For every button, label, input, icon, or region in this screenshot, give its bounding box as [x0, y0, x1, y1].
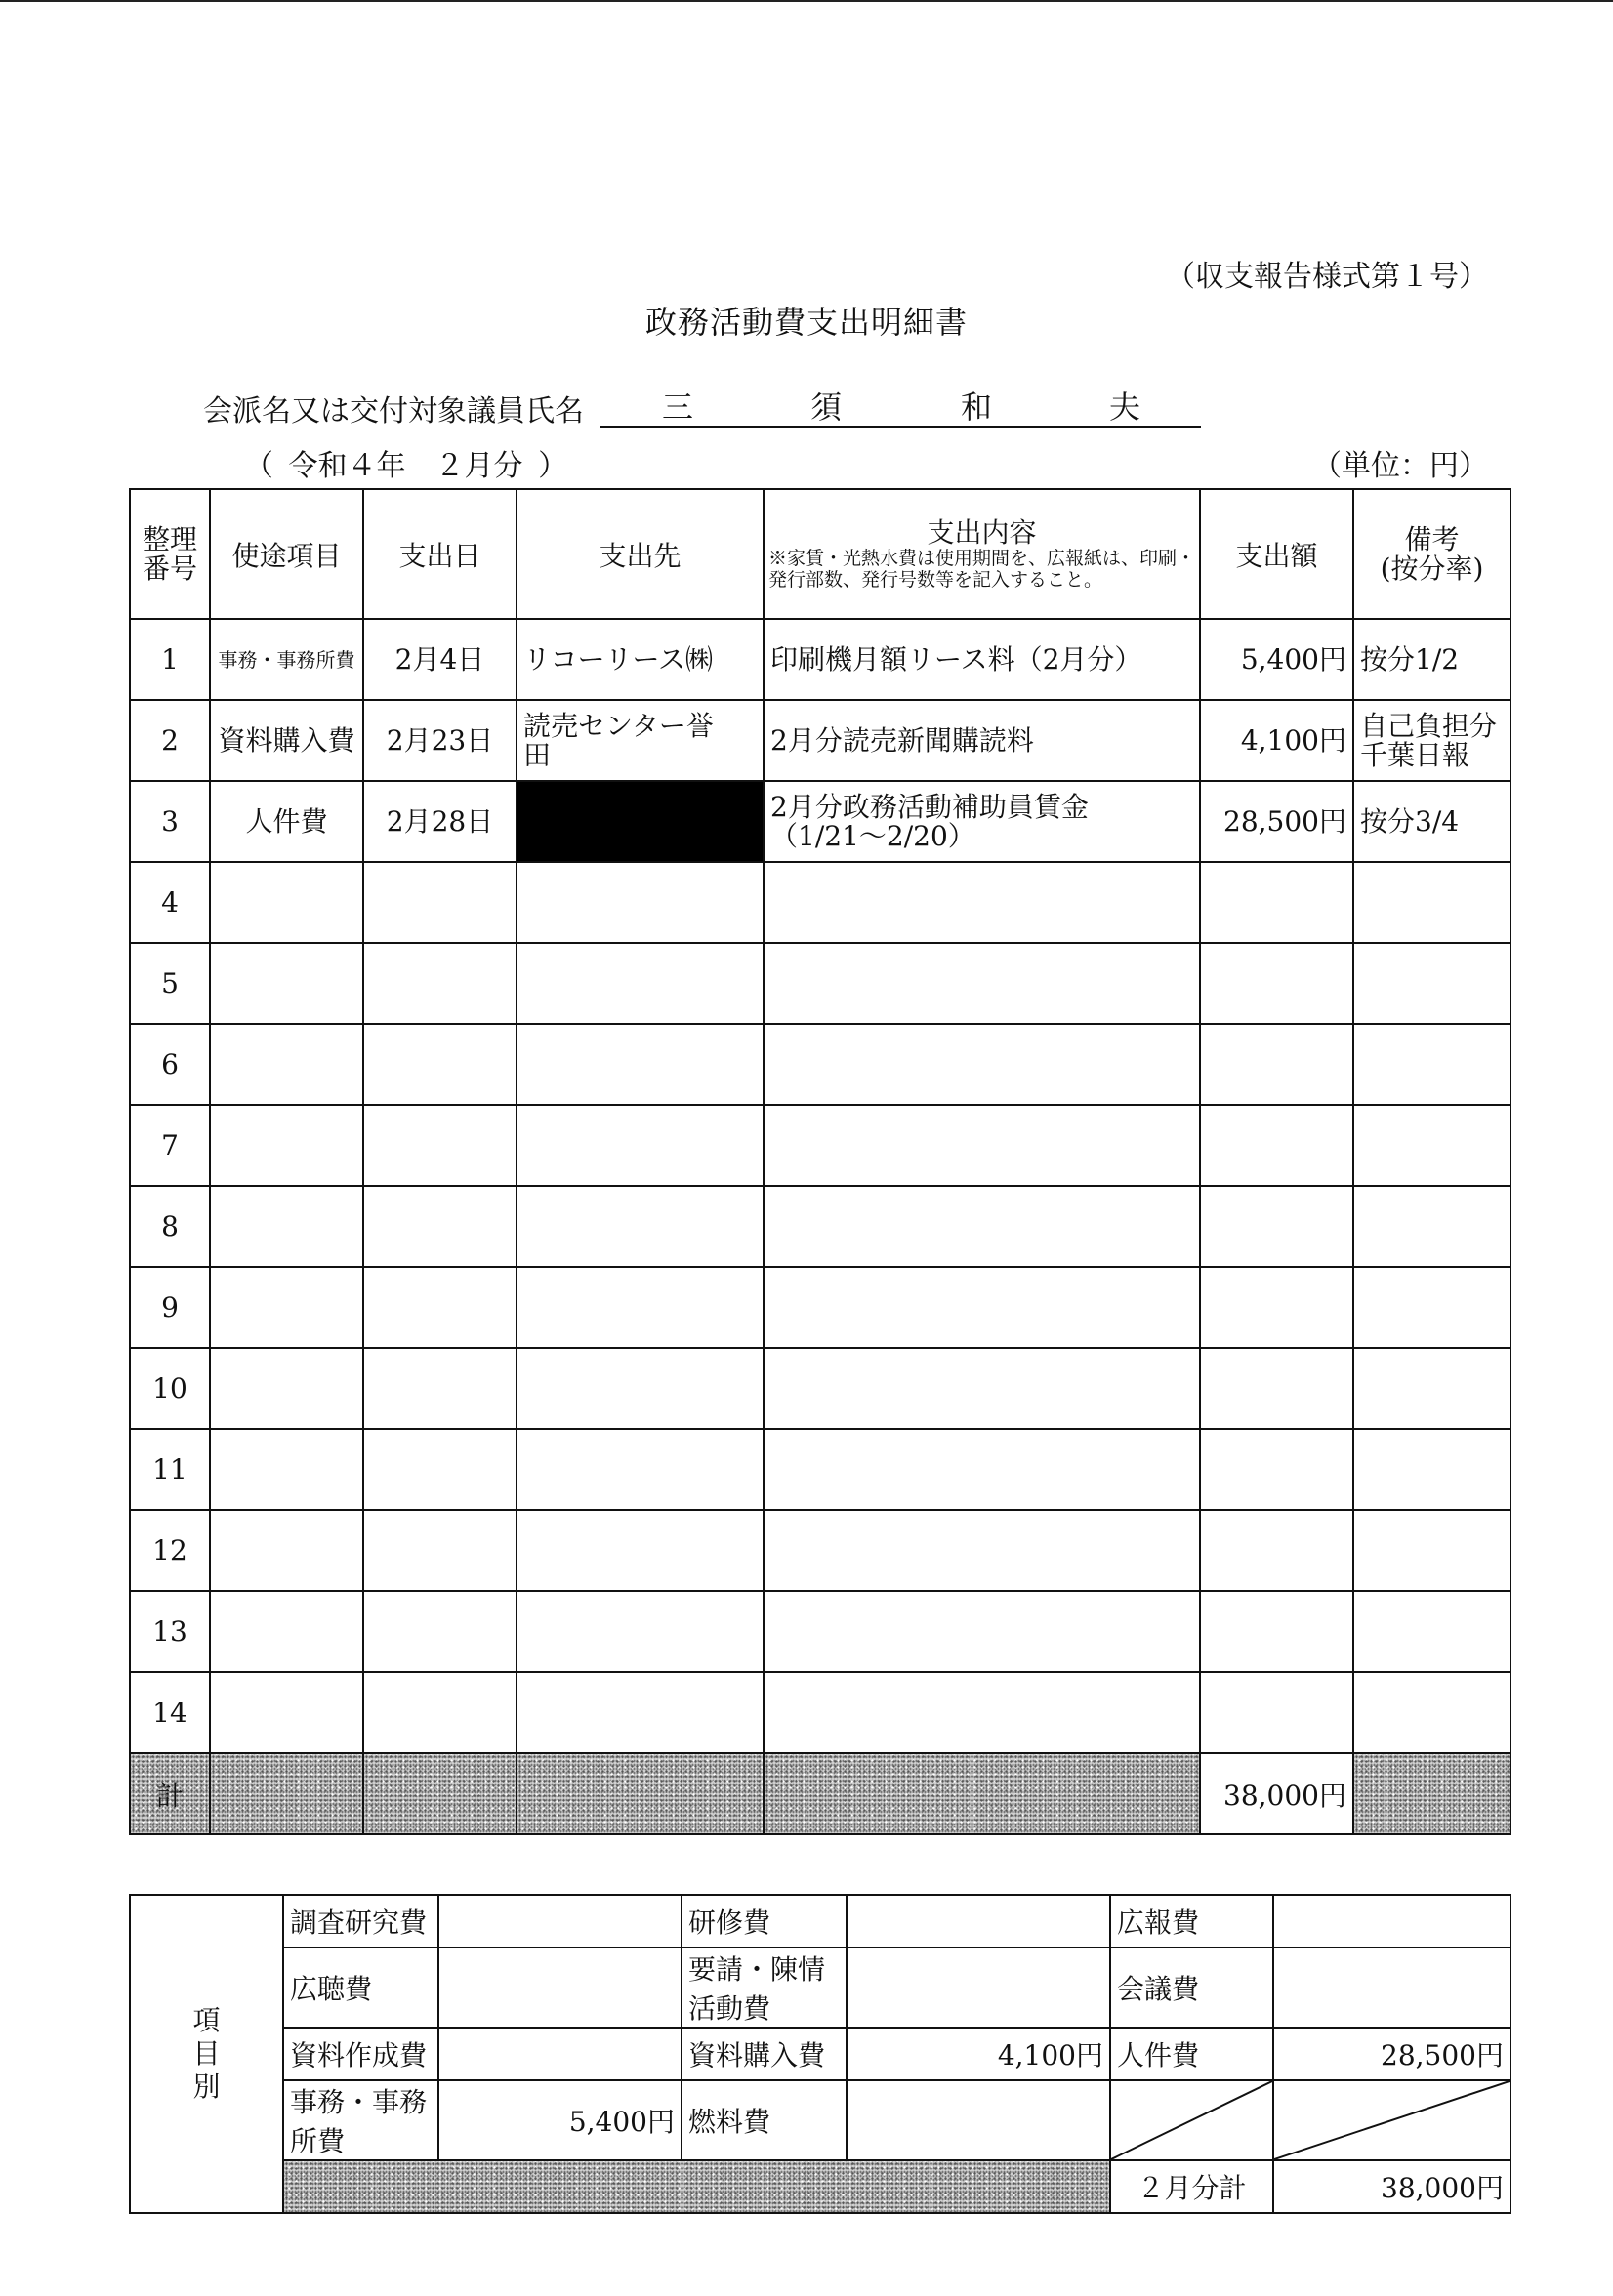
- header-payee: 支出先: [517, 489, 764, 619]
- summary-label: 広報費: [1110, 1895, 1273, 1948]
- row-payee: [517, 619, 764, 700]
- summary-value: [438, 1895, 682, 1948]
- row-remarks: [1353, 943, 1510, 1024]
- row-content: [764, 862, 1200, 943]
- row-date: [363, 1429, 517, 1510]
- summary-label: 事務・事務所費: [283, 2080, 438, 2160]
- row-remarks: [1353, 700, 1510, 781]
- member-name-field: [600, 381, 1201, 428]
- row-category: [210, 1267, 363, 1348]
- total-filler: [1353, 1753, 1510, 1834]
- summary-label: 燃料費: [682, 2080, 847, 2160]
- member-name-char: 須: [810, 389, 843, 426]
- row-date: [363, 781, 517, 862]
- total-filler: [517, 1753, 764, 1834]
- summary-side-label-text: 項 目 別: [192, 2004, 221, 2103]
- table-row: [130, 619, 1510, 700]
- row-amount-text: 4,100円: [1240, 723, 1346, 757]
- summary-label: 会議費: [1110, 1948, 1273, 2028]
- row-content: [764, 1429, 1200, 1510]
- row-amount-text: 5,400円: [1240, 642, 1346, 676]
- summary-shaded-area: [283, 2160, 1110, 2213]
- unit-label: （単位：円）: [1312, 449, 1488, 483]
- document-title: 政務活動費支出明細書: [644, 304, 968, 341]
- row-payee: [517, 1672, 764, 1753]
- row-content: [764, 619, 1200, 700]
- row-payee: [517, 700, 764, 781]
- row-payee: [517, 943, 764, 1024]
- row-category-text: 人件費: [245, 804, 328, 838]
- row-remarks: [1353, 1105, 1510, 1186]
- row-amount: [1200, 943, 1353, 1024]
- row-date-text: 2月28日: [386, 804, 494, 838]
- row-payee: [517, 781, 764, 862]
- row-amount: [1200, 1348, 1353, 1429]
- row-number: [130, 1105, 210, 1186]
- table-row: [130, 1267, 1510, 1348]
- row-number-text: 9: [161, 1291, 179, 1324]
- row-content: [764, 1510, 1200, 1591]
- member-name-char: 夫: [1109, 389, 1141, 426]
- summary-value: [438, 2028, 682, 2080]
- table-row: [130, 1024, 1510, 1105]
- category-summary-table: [129, 1894, 1511, 2214]
- row-remarks: [1353, 1267, 1510, 1348]
- row-date: [363, 1267, 517, 1348]
- summary-label: 調査研究費: [283, 1895, 438, 1948]
- top-border-line: [0, 0, 1613, 2]
- summary-value: 28,500円: [1273, 2028, 1510, 2080]
- table-row: [130, 700, 1510, 781]
- row-number-text: 4: [161, 885, 179, 919]
- row-number-text: 6: [161, 1047, 179, 1081]
- summary-value: [1273, 1948, 1510, 2028]
- header-remarks: [1353, 489, 1510, 619]
- month-total-label: ２月分計: [1110, 2160, 1273, 2213]
- header-remarks-sub: (按分率): [1380, 552, 1484, 585]
- row-number: [130, 619, 210, 700]
- table-row: [130, 1348, 1510, 1429]
- summary-void-cell: [1110, 2080, 1273, 2160]
- row-number: [130, 781, 210, 862]
- header-no-label: 整理 番号: [142, 522, 197, 585]
- row-date: [363, 1591, 517, 1672]
- row-number-text: 8: [161, 1210, 179, 1243]
- row-payee: [517, 1024, 764, 1105]
- row-remarks: [1353, 1672, 1510, 1753]
- expense-table: [129, 488, 1511, 1835]
- row-content: [764, 1591, 1200, 1672]
- row-amount: [1200, 1105, 1353, 1186]
- table-row: [130, 1672, 1510, 1753]
- row-remarks: [1353, 1024, 1510, 1105]
- row-category-text: 資料購入費: [218, 723, 355, 757]
- row-category: [210, 1186, 363, 1267]
- row-payee: [517, 1510, 764, 1591]
- header-remarks-title: 備考: [1404, 522, 1460, 555]
- row-number-text: 14: [152, 1696, 187, 1729]
- total-filler: [764, 1753, 1200, 1834]
- row-number-text: 1: [161, 642, 179, 676]
- row-date: [363, 943, 517, 1024]
- row-number: [130, 1186, 210, 1267]
- row-content: [764, 1672, 1200, 1753]
- row-payee-text: 読売センター誉 田: [523, 709, 714, 771]
- row-date: [363, 700, 517, 781]
- table-row: [130, 781, 1510, 862]
- row-category: [210, 1672, 363, 1753]
- table-row: [130, 943, 1510, 1024]
- form-number-label: （収支報告様式第１号）: [1166, 260, 1488, 294]
- table-row: [130, 1510, 1510, 1591]
- row-amount: [1200, 1672, 1353, 1753]
- row-remarks-text: 按分1/2: [1360, 642, 1460, 676]
- row-content: [764, 1186, 1200, 1267]
- row-content: [764, 1024, 1200, 1105]
- row-amount: [1200, 1024, 1353, 1105]
- row-payee: [517, 1186, 764, 1267]
- total-label: 計: [130, 1753, 210, 1834]
- row-amount: [1200, 1186, 1353, 1267]
- summary-value: [847, 1895, 1110, 1948]
- summary-label: 資料作成費: [283, 2028, 438, 2080]
- row-date: [363, 1348, 517, 1429]
- row-category: [210, 700, 363, 781]
- summary-value: [847, 1948, 1110, 2028]
- row-amount: [1200, 619, 1353, 700]
- row-amount: [1200, 700, 1353, 781]
- header-content-note: ※家賃・光熱水費は使用期間を、広報紙は、印刷・発行部数、発行号数等を記入すること。: [768, 547, 1196, 591]
- total-amount: 38,000円: [1200, 1753, 1353, 1834]
- row-category: [210, 1429, 363, 1510]
- row-number-text: 5: [161, 966, 179, 1000]
- row-date-text: 2月4日: [394, 642, 485, 676]
- total-row: [130, 1753, 1510, 1834]
- table-row: [130, 1105, 1510, 1186]
- row-category: [210, 1105, 363, 1186]
- row-number-text: 12: [152, 1534, 187, 1567]
- row-number-text: 13: [152, 1615, 187, 1648]
- summary-label: 広聴費: [283, 1948, 438, 2028]
- header-no: [130, 489, 210, 619]
- row-date: [363, 1672, 517, 1753]
- row-number-text: 2: [161, 723, 179, 757]
- row-remarks-text: 按分3/4: [1360, 804, 1460, 838]
- summary-label: 人件費: [1110, 2028, 1273, 2080]
- row-remarks-text: 自己負担分 千葉日報: [1360, 709, 1498, 771]
- row-content: [764, 781, 1200, 862]
- row-number: [130, 1348, 210, 1429]
- table-header-row: [130, 489, 1510, 619]
- row-payee: [517, 1267, 764, 1348]
- row-remarks: [1353, 862, 1510, 943]
- row-number: [130, 862, 210, 943]
- row-payee: [517, 1105, 764, 1186]
- row-category: [210, 943, 363, 1024]
- row-number: [130, 1024, 210, 1105]
- row-category: [210, 619, 363, 700]
- row-category: [210, 862, 363, 943]
- row-remarks: [1353, 1591, 1510, 1672]
- row-number-text: 10: [152, 1372, 187, 1405]
- row-amount: [1200, 781, 1353, 862]
- row-number-text: 3: [161, 804, 179, 838]
- summary-label: 資料購入費: [682, 2028, 847, 2080]
- row-content: [764, 1267, 1200, 1348]
- table-row: [130, 862, 1510, 943]
- row-number: [130, 1267, 210, 1348]
- row-number-text: 7: [161, 1128, 179, 1162]
- row-content: [764, 1105, 1200, 1186]
- header-category: 使途項目: [210, 489, 363, 619]
- row-remarks: [1353, 619, 1510, 700]
- summary-side-label: [130, 1895, 283, 2213]
- table-row: [130, 1591, 1510, 1672]
- summary-value: [847, 2080, 1110, 2160]
- summary-value: [1273, 1895, 1510, 1948]
- row-amount: [1200, 1591, 1353, 1672]
- row-remarks: [1353, 781, 1510, 862]
- header-date: 支出日: [363, 489, 517, 619]
- row-content-text: 2月分読売新聞購読料: [770, 723, 1034, 757]
- total-filler: [363, 1753, 517, 1834]
- row-amount: [1200, 1429, 1353, 1510]
- summary-label: 要請・陳情活動費: [682, 1948, 847, 2028]
- total-filler: [210, 1753, 363, 1834]
- row-payee: [517, 862, 764, 943]
- row-category: [210, 1024, 363, 1105]
- row-content: [764, 943, 1200, 1024]
- row-category: [210, 1591, 363, 1672]
- row-remarks: [1353, 1429, 1510, 1510]
- row-date: [363, 1024, 517, 1105]
- row-number: [130, 700, 210, 781]
- void-diagonal-line: [1274, 2081, 1510, 2159]
- row-amount: [1200, 1510, 1353, 1591]
- row-date: [363, 862, 517, 943]
- row-number: [130, 1510, 210, 1591]
- month-total-value: 38,000円: [1273, 2160, 1510, 2213]
- row-content-text: 2月分政務活動補助員賃金 （1/21～2/20）: [770, 790, 1089, 852]
- void-diagonal-line: [1111, 2081, 1272, 2159]
- member-name-char: 和: [961, 389, 993, 426]
- row-payee-text: リコーリース㈱: [523, 642, 714, 676]
- row-remarks: [1353, 1348, 1510, 1429]
- table-row: [130, 1429, 1510, 1510]
- row-category-text: 事務・事務所費: [218, 647, 355, 672]
- header-amount: 支出額: [1200, 489, 1353, 619]
- row-remarks: [1353, 1186, 1510, 1267]
- row-content: [764, 1348, 1200, 1429]
- row-number-text: 11: [152, 1453, 187, 1486]
- row-number: [130, 1429, 210, 1510]
- row-category: [210, 1348, 363, 1429]
- header-content: [764, 489, 1200, 619]
- row-content-text: 印刷機月額リース料（2月分）: [770, 642, 1142, 676]
- row-date: [363, 619, 517, 700]
- row-category: [210, 781, 363, 862]
- summary-value: [438, 1948, 682, 2028]
- row-payee: [517, 1591, 764, 1672]
- header-content-title: 支出内容: [927, 515, 1037, 549]
- row-date: [363, 1186, 517, 1267]
- row-category: [210, 1510, 363, 1591]
- report-period: （ 令和４年 ２月分 ）: [244, 449, 568, 483]
- summary-value: 4,100円: [847, 2028, 1110, 2080]
- table-row: [130, 1186, 1510, 1267]
- member-name-label: 会派名又は交付対象議員氏名: [203, 394, 584, 429]
- row-number: [130, 943, 210, 1024]
- summary-label: 研修費: [682, 1895, 847, 1948]
- member-name-char: 三: [662, 389, 694, 426]
- summary-value: 5,400円: [438, 2080, 682, 2160]
- row-amount: [1200, 862, 1353, 943]
- row-payee: [517, 1348, 764, 1429]
- row-date: [363, 1105, 517, 1186]
- row-amount-text: 28,500円: [1223, 804, 1346, 838]
- row-number: [130, 1591, 210, 1672]
- row-payee: [517, 1429, 764, 1510]
- row-amount: [1200, 1267, 1353, 1348]
- row-date-text: 2月23日: [386, 723, 494, 757]
- summary-void-cell: [1273, 2080, 1510, 2160]
- row-content: [764, 700, 1200, 781]
- row-number: [130, 1672, 210, 1753]
- row-remarks: [1353, 1510, 1510, 1591]
- row-date: [363, 1510, 517, 1591]
